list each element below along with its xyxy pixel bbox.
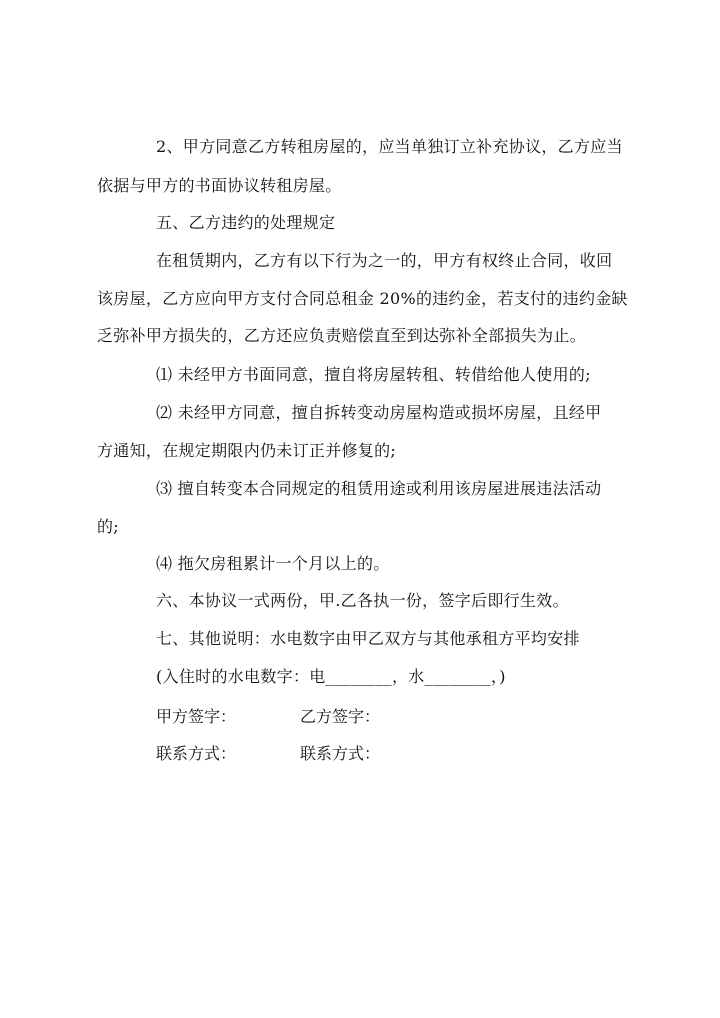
section-6: 六、本协议一式两份，甲.乙各执一份，签字后即行生效。 [156,591,569,610]
item-2-line-2: 方通知，在规定期限内仍未订正并修复的; [97,441,397,460]
signature-row [156,704,380,727]
party-b-signature-label: 乙方签字： [300,707,381,726]
item-2-line-1: ⑵ 未经甲方同意，擅自拆转变动房屋构造或损坏房屋，且经甲 [156,403,602,422]
section-5-para-line-3: 乏弥补甲方损失的，乙方还应负责赔偿直至到达弥补全部损失为止。 [97,326,587,345]
section-7: 七、其他说明：水电数字由甲乙双方与其他承租方平均安排 [156,629,580,648]
item-3-line-2: 的; [97,517,119,536]
party-b-contact-label: 联系方式： [300,744,381,763]
section-5-para-line-2: 该房屋，乙方应向甲方支付合同总租金 20%的违约金，若支付的违约金缺 [97,289,628,308]
clause-2-line-1: 2、甲方同意乙方转租房屋的，应当单独订立补充协议，乙方应当 [156,137,623,156]
section-5-heading: 五、乙方违约的处理规定 [156,213,336,232]
party-a-contact-label: 联系方式： [156,744,237,763]
contact-row [156,741,380,764]
meter-readings-line: (入住时的水电数字：电________，水________，) [156,667,506,686]
section-5-para-line-1: 在租赁期内，乙方有以下行为之一的，甲方有权终止合同，收回 [156,251,613,270]
item-3-line-1: ⑶ 擅自转变本合同规定的租赁用途或利用该房屋进展违法活动 [156,479,602,498]
item-4: ⑷ 拖欠房租累计一个月以上的。 [156,554,390,573]
clause-2-line-2: 依据与甲方的书面协议转租房屋。 [97,176,342,195]
item-1: ⑴ 未经甲方书面同意，擅自将房屋转租、转借给他人使用的; [156,365,591,384]
party-a-signature-label: 甲方签字： [156,707,237,726]
